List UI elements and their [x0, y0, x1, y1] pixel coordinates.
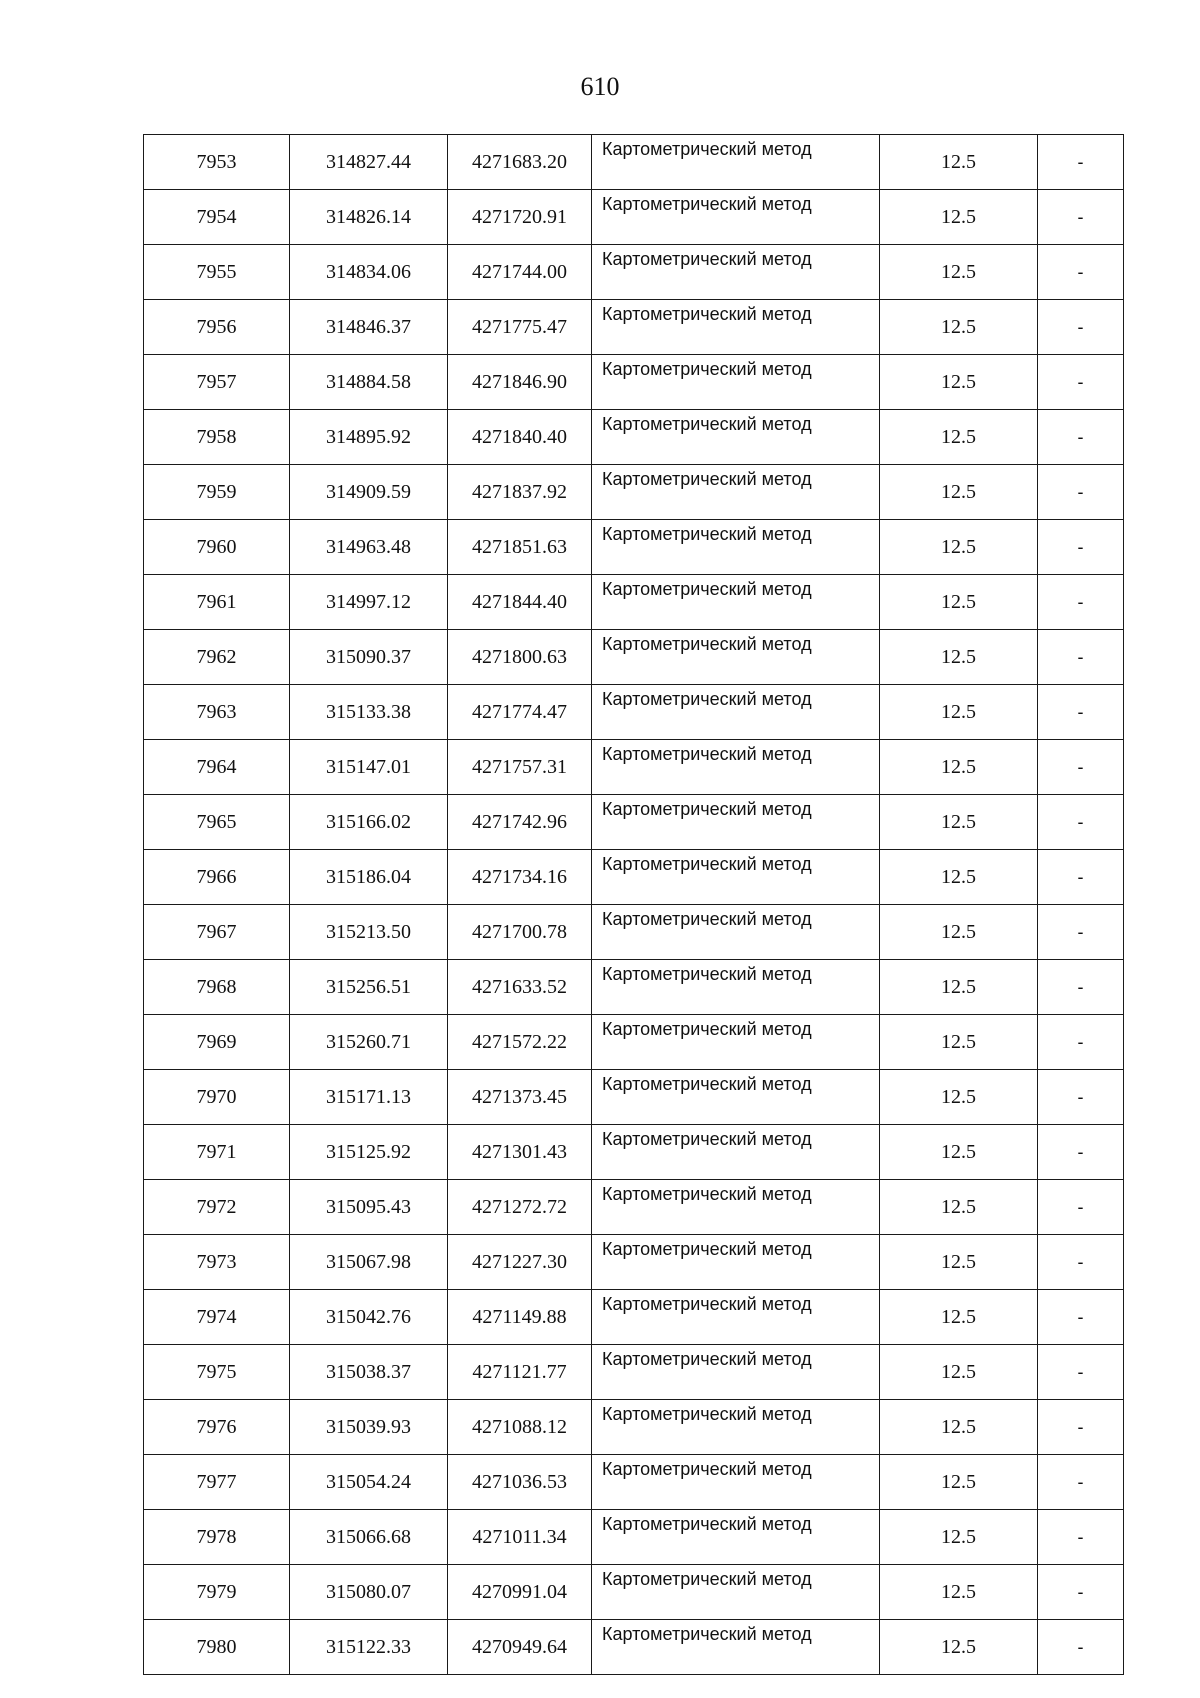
- method-cell: Картометрический метод: [592, 520, 880, 575]
- y-coordinate-cell: 4271775.47: [448, 300, 592, 355]
- y-coordinate-cell: 4271572.22: [448, 1015, 592, 1070]
- table-row: [144, 465, 1124, 520]
- method-cell: Картометрический метод: [592, 905, 880, 960]
- method-cell: Картометрический метод: [592, 1565, 880, 1620]
- point-number-cell: 7957: [144, 355, 290, 410]
- table-row: [144, 410, 1124, 465]
- table-row: [144, 1345, 1124, 1400]
- point-number-cell: 7972: [144, 1180, 290, 1235]
- point-number-cell: 7966: [144, 850, 290, 905]
- note-cell: -: [1038, 850, 1124, 905]
- note-cell: -: [1038, 1125, 1124, 1180]
- method-cell: Картометрический метод: [592, 685, 880, 740]
- point-number-cell: 7974: [144, 1290, 290, 1345]
- x-coordinate-cell: 315080.07: [290, 1565, 448, 1620]
- y-coordinate-cell: 4271757.31: [448, 740, 592, 795]
- point-number-cell: 7962: [144, 630, 290, 685]
- accuracy-cell: 12.5: [880, 1400, 1038, 1455]
- coordinates-table: [143, 134, 1124, 1675]
- x-coordinate-cell: 314826.14: [290, 190, 448, 245]
- y-coordinate-cell: 4271700.78: [448, 905, 592, 960]
- x-coordinate-cell: 315125.92: [290, 1125, 448, 1180]
- y-coordinate-cell: 4271373.45: [448, 1070, 592, 1125]
- accuracy-cell: 12.5: [880, 1015, 1038, 1070]
- note-cell: -: [1038, 1565, 1124, 1620]
- accuracy-cell: 12.5: [880, 630, 1038, 685]
- note-cell: -: [1038, 960, 1124, 1015]
- method-cell: Картометрический метод: [592, 1345, 880, 1400]
- x-coordinate-cell: 315090.37: [290, 630, 448, 685]
- method-cell: Картометрический метод: [592, 465, 880, 520]
- note-cell: -: [1038, 1455, 1124, 1510]
- point-number-cell: 7975: [144, 1345, 290, 1400]
- note-cell: -: [1038, 355, 1124, 410]
- accuracy-cell: 12.5: [880, 740, 1038, 795]
- note-cell: -: [1038, 795, 1124, 850]
- table-row: [144, 740, 1124, 795]
- y-coordinate-cell: 4271837.92: [448, 465, 592, 520]
- method-cell: Картометрический метод: [592, 1455, 880, 1510]
- method-cell: Картометрический метод: [592, 355, 880, 410]
- y-coordinate-cell: 4271633.52: [448, 960, 592, 1015]
- y-coordinate-cell: 4270949.64: [448, 1620, 592, 1675]
- y-coordinate-cell: 4271088.12: [448, 1400, 592, 1455]
- note-cell: -: [1038, 135, 1124, 190]
- accuracy-cell: 12.5: [880, 1565, 1038, 1620]
- point-number-cell: 7963: [144, 685, 290, 740]
- accuracy-cell: 12.5: [880, 960, 1038, 1015]
- accuracy-cell: 12.5: [880, 1125, 1038, 1180]
- note-cell: -: [1038, 1620, 1124, 1675]
- y-coordinate-cell: 4271036.53: [448, 1455, 592, 1510]
- y-coordinate-cell: 4271744.00: [448, 245, 592, 300]
- table-row: [144, 245, 1124, 300]
- note-cell: -: [1038, 740, 1124, 795]
- note-cell: -: [1038, 575, 1124, 630]
- method-cell: Картометрический метод: [592, 1070, 880, 1125]
- method-cell: Картометрический метод: [592, 1180, 880, 1235]
- table-row: [144, 1070, 1124, 1125]
- y-coordinate-cell: 4271720.91: [448, 190, 592, 245]
- y-coordinate-cell: 4271851.63: [448, 520, 592, 575]
- x-coordinate-cell: 315042.76: [290, 1290, 448, 1345]
- accuracy-cell: 12.5: [880, 135, 1038, 190]
- table-row: [144, 355, 1124, 410]
- x-coordinate-cell: 315260.71: [290, 1015, 448, 1070]
- point-number-cell: 7959: [144, 465, 290, 520]
- accuracy-cell: 12.5: [880, 1455, 1038, 1510]
- x-coordinate-cell: 315038.37: [290, 1345, 448, 1400]
- y-coordinate-cell: 4271149.88: [448, 1290, 592, 1345]
- note-cell: -: [1038, 1345, 1124, 1400]
- accuracy-cell: 12.5: [880, 410, 1038, 465]
- x-coordinate-cell: 314884.58: [290, 355, 448, 410]
- point-number-cell: 7967: [144, 905, 290, 960]
- note-cell: -: [1038, 465, 1124, 520]
- accuracy-cell: 12.5: [880, 1345, 1038, 1400]
- table-row: [144, 905, 1124, 960]
- table-row: [144, 1400, 1124, 1455]
- point-number-cell: 7969: [144, 1015, 290, 1070]
- accuracy-cell: 12.5: [880, 1070, 1038, 1125]
- method-cell: Картометрический метод: [592, 1125, 880, 1180]
- table-row: [144, 795, 1124, 850]
- note-cell: -: [1038, 685, 1124, 740]
- table-row: [144, 190, 1124, 245]
- table-row: [144, 1565, 1124, 1620]
- note-cell: -: [1038, 1015, 1124, 1070]
- x-coordinate-cell: 314834.06: [290, 245, 448, 300]
- point-number-cell: 7955: [144, 245, 290, 300]
- method-cell: Картометрический метод: [592, 740, 880, 795]
- note-cell: -: [1038, 905, 1124, 960]
- table-row: [144, 685, 1124, 740]
- x-coordinate-cell: 315122.33: [290, 1620, 448, 1675]
- accuracy-cell: 12.5: [880, 1290, 1038, 1345]
- x-coordinate-cell: 314895.92: [290, 410, 448, 465]
- x-coordinate-cell: 315186.04: [290, 850, 448, 905]
- table-row: [144, 520, 1124, 575]
- point-number-cell: 7954: [144, 190, 290, 245]
- accuracy-cell: 12.5: [880, 905, 1038, 960]
- method-cell: Картометрический метод: [592, 190, 880, 245]
- note-cell: -: [1038, 630, 1124, 685]
- y-coordinate-cell: 4271121.77: [448, 1345, 592, 1400]
- point-number-cell: 7968: [144, 960, 290, 1015]
- point-number-cell: 7971: [144, 1125, 290, 1180]
- method-cell: Картометрический метод: [592, 1235, 880, 1290]
- x-coordinate-cell: 315213.50: [290, 905, 448, 960]
- table-row: [144, 1235, 1124, 1290]
- accuracy-cell: 12.5: [880, 190, 1038, 245]
- table-row: [144, 1290, 1124, 1345]
- table-row: [144, 850, 1124, 905]
- coordinates-table-body: [144, 135, 1124, 1675]
- x-coordinate-cell: 314827.44: [290, 135, 448, 190]
- method-cell: Картометрический метод: [592, 1290, 880, 1345]
- y-coordinate-cell: 4271683.20: [448, 135, 592, 190]
- point-number-cell: 7953: [144, 135, 290, 190]
- y-coordinate-cell: 4271800.63: [448, 630, 592, 685]
- point-number-cell: 7978: [144, 1510, 290, 1565]
- table-row: [144, 575, 1124, 630]
- method-cell: Картометрический метод: [592, 630, 880, 685]
- table-row: [144, 300, 1124, 355]
- point-number-cell: 7956: [144, 300, 290, 355]
- accuracy-cell: 12.5: [880, 520, 1038, 575]
- note-cell: -: [1038, 1070, 1124, 1125]
- y-coordinate-cell: 4271272.72: [448, 1180, 592, 1235]
- y-coordinate-cell: 4271774.47: [448, 685, 592, 740]
- y-coordinate-cell: 4271742.96: [448, 795, 592, 850]
- x-coordinate-cell: 315054.24: [290, 1455, 448, 1510]
- point-number-cell: 7964: [144, 740, 290, 795]
- point-number-cell: 7960: [144, 520, 290, 575]
- point-number-cell: 7980: [144, 1620, 290, 1675]
- note-cell: -: [1038, 520, 1124, 575]
- method-cell: Картометрический метод: [592, 850, 880, 905]
- point-number-cell: 7973: [144, 1235, 290, 1290]
- method-cell: Картометрический метод: [592, 960, 880, 1015]
- method-cell: Картометрический метод: [592, 1620, 880, 1675]
- x-coordinate-cell: 314997.12: [290, 575, 448, 630]
- table-row: [144, 1125, 1124, 1180]
- x-coordinate-cell: 315095.43: [290, 1180, 448, 1235]
- x-coordinate-cell: 315039.93: [290, 1400, 448, 1455]
- x-coordinate-cell: 315147.01: [290, 740, 448, 795]
- note-cell: -: [1038, 1290, 1124, 1345]
- table-row: [144, 630, 1124, 685]
- y-coordinate-cell: 4271844.40: [448, 575, 592, 630]
- x-coordinate-cell: 315166.02: [290, 795, 448, 850]
- x-coordinate-cell: 315067.98: [290, 1235, 448, 1290]
- x-coordinate-cell: 315133.38: [290, 685, 448, 740]
- y-coordinate-cell: 4271734.16: [448, 850, 592, 905]
- x-coordinate-cell: 315171.13: [290, 1070, 448, 1125]
- accuracy-cell: 12.5: [880, 355, 1038, 410]
- accuracy-cell: 12.5: [880, 245, 1038, 300]
- table-row: [144, 1455, 1124, 1510]
- point-number-cell: 7958: [144, 410, 290, 465]
- page-number: 610: [580, 72, 620, 101]
- table-row: [144, 135, 1124, 190]
- method-cell: Картометрический метод: [592, 795, 880, 850]
- note-cell: -: [1038, 1235, 1124, 1290]
- point-number-cell: 7970: [144, 1070, 290, 1125]
- method-cell: Картометрический метод: [592, 135, 880, 190]
- y-coordinate-cell: 4271227.30: [448, 1235, 592, 1290]
- method-cell: Картометрический метод: [592, 300, 880, 355]
- x-coordinate-cell: 315066.68: [290, 1510, 448, 1565]
- table-row: [144, 1620, 1124, 1675]
- x-coordinate-cell: 314846.37: [290, 300, 448, 355]
- point-number-cell: 7961: [144, 575, 290, 630]
- point-number-cell: 7965: [144, 795, 290, 850]
- method-cell: Картометрический метод: [592, 410, 880, 465]
- note-cell: -: [1038, 410, 1124, 465]
- y-coordinate-cell: 4271301.43: [448, 1125, 592, 1180]
- method-cell: Картометрический метод: [592, 245, 880, 300]
- note-cell: -: [1038, 1180, 1124, 1235]
- accuracy-cell: 12.5: [880, 1510, 1038, 1565]
- point-number-cell: 7977: [144, 1455, 290, 1510]
- note-cell: -: [1038, 190, 1124, 245]
- accuracy-cell: 12.5: [880, 300, 1038, 355]
- point-number-cell: 7976: [144, 1400, 290, 1455]
- accuracy-cell: 12.5: [880, 575, 1038, 630]
- y-coordinate-cell: 4271011.34: [448, 1510, 592, 1565]
- accuracy-cell: 12.5: [880, 465, 1038, 520]
- accuracy-cell: 12.5: [880, 1180, 1038, 1235]
- y-coordinate-cell: 4271846.90: [448, 355, 592, 410]
- note-cell: -: [1038, 300, 1124, 355]
- table-row: [144, 1015, 1124, 1070]
- x-coordinate-cell: 314909.59: [290, 465, 448, 520]
- accuracy-cell: 12.5: [880, 685, 1038, 740]
- note-cell: -: [1038, 1400, 1124, 1455]
- accuracy-cell: 12.5: [880, 795, 1038, 850]
- method-cell: Картометрический метод: [592, 1400, 880, 1455]
- table-row: [144, 1180, 1124, 1235]
- note-cell: -: [1038, 245, 1124, 300]
- point-number-cell: 7979: [144, 1565, 290, 1620]
- method-cell: Картометрический метод: [592, 1510, 880, 1565]
- accuracy-cell: 12.5: [880, 1235, 1038, 1290]
- accuracy-cell: 12.5: [880, 850, 1038, 905]
- table-row: [144, 1510, 1124, 1565]
- x-coordinate-cell: 314963.48: [290, 520, 448, 575]
- table-row: [144, 960, 1124, 1015]
- method-cell: Картометрический метод: [592, 1015, 880, 1070]
- y-coordinate-cell: 4271840.40: [448, 410, 592, 465]
- note-cell: -: [1038, 1510, 1124, 1565]
- method-cell: Картометрический метод: [592, 575, 880, 630]
- accuracy-cell: 12.5: [880, 1620, 1038, 1675]
- y-coordinate-cell: 4270991.04: [448, 1565, 592, 1620]
- x-coordinate-cell: 315256.51: [290, 960, 448, 1015]
